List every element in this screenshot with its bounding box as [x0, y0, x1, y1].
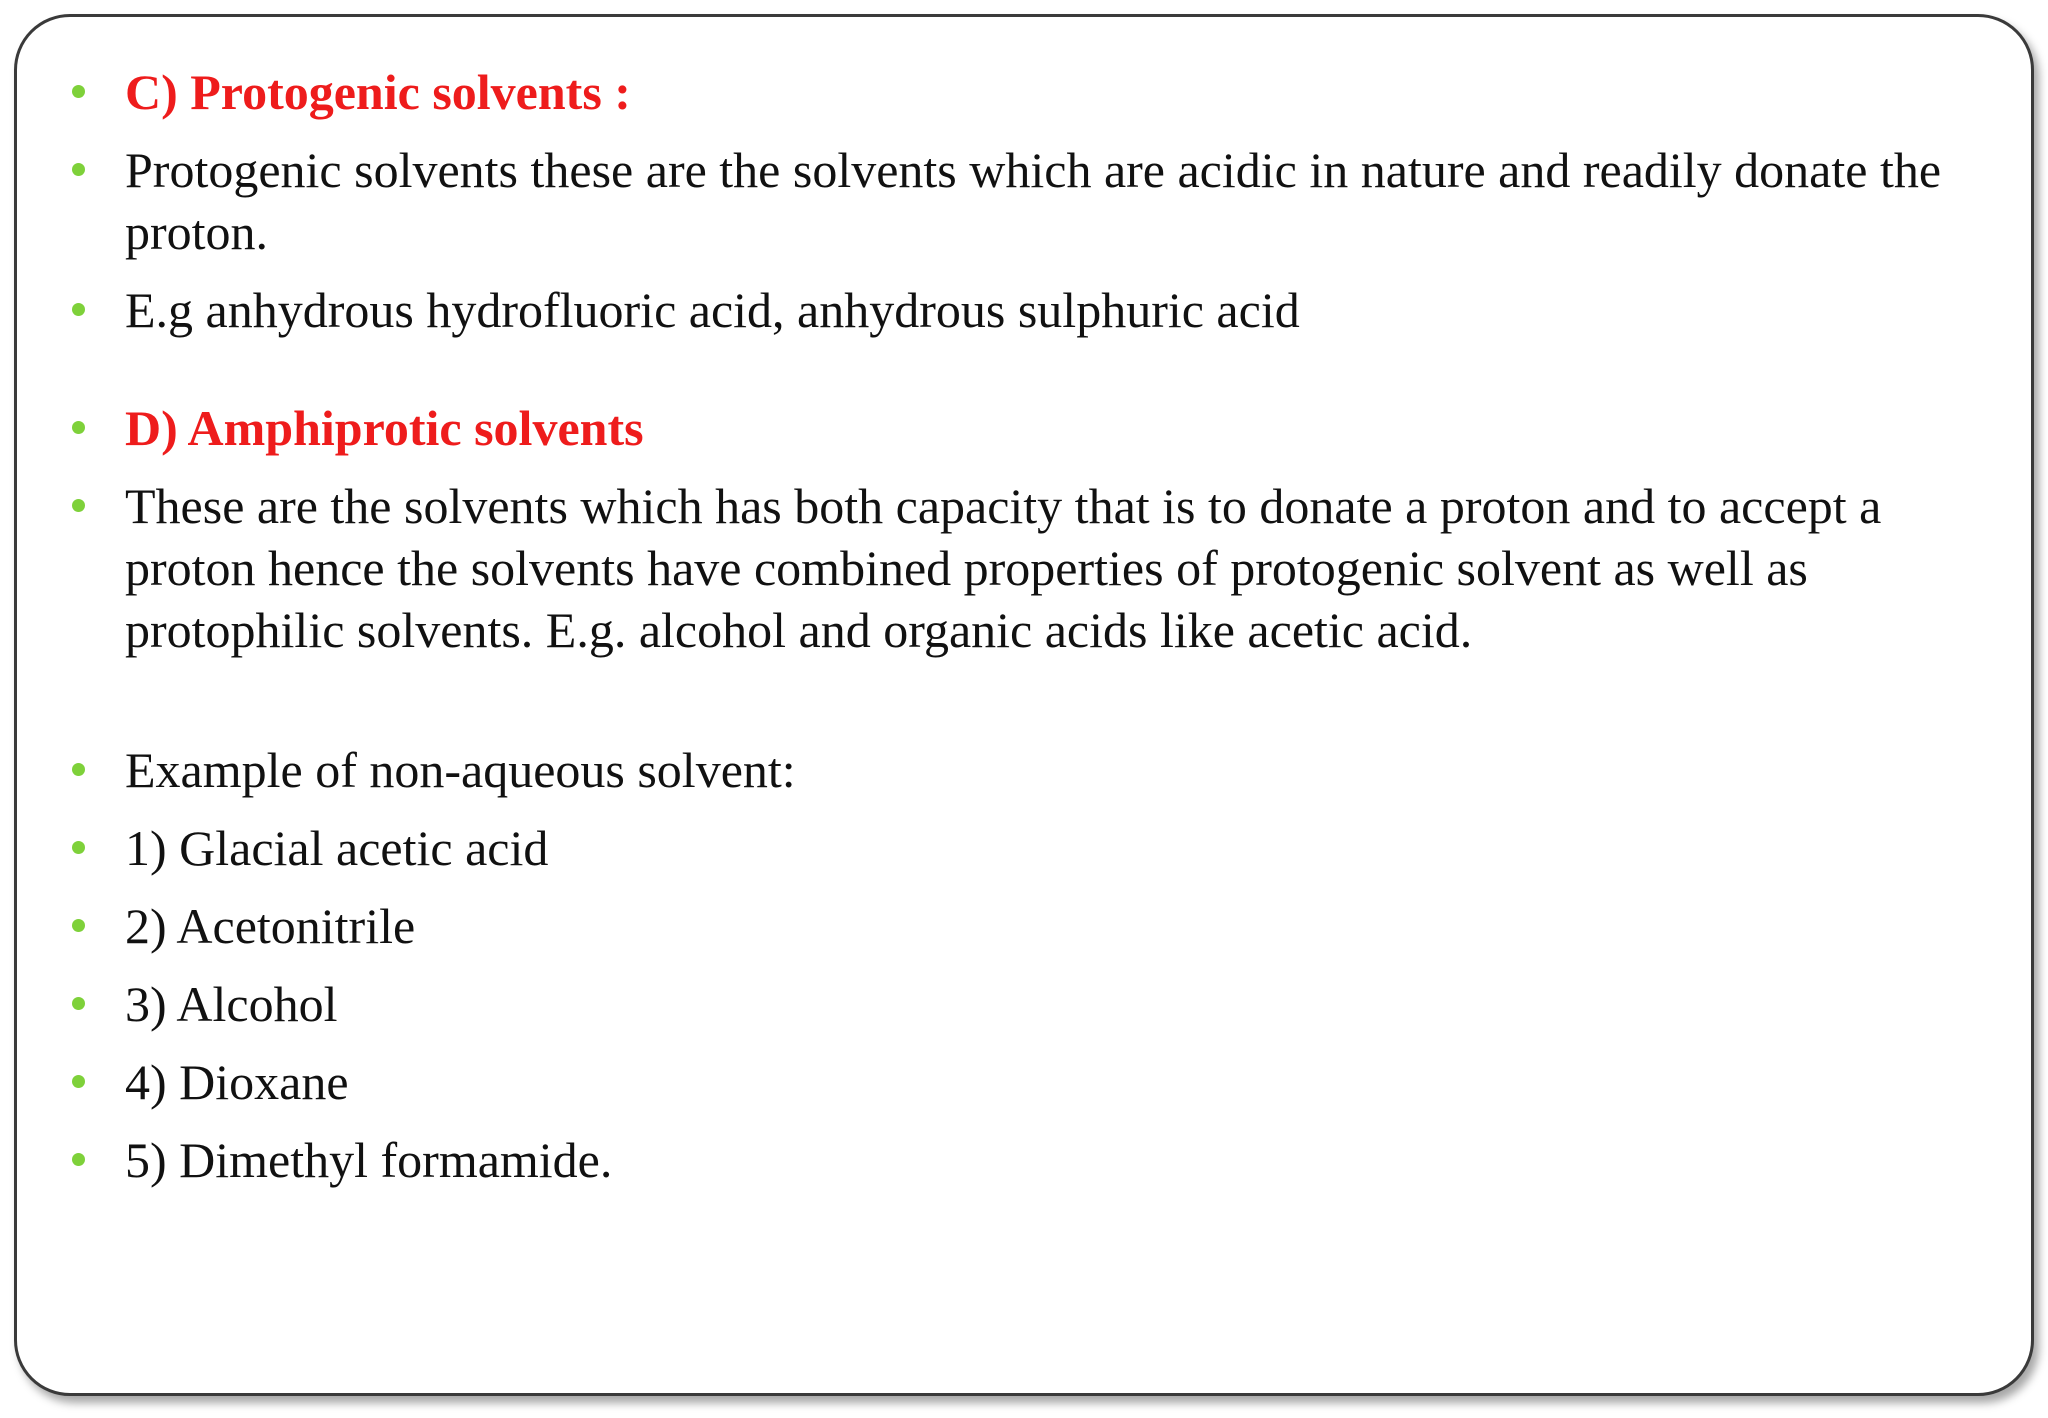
heading-amphiprotic-solvents [69, 397, 1989, 459]
slide-frame [14, 14, 2034, 1396]
bullet-dot-icon [72, 163, 85, 176]
list-item [69, 139, 1989, 263]
bullet-dot-icon [72, 841, 85, 854]
bullet-dot-icon [72, 997, 85, 1010]
bullet-text: Protogenic solvents these are the solvents which are acidic in nature and readily donate the proton. [125, 142, 1942, 260]
list-item [69, 973, 1989, 1035]
bullet-dot-icon [72, 1075, 85, 1088]
bullet-text: 5) Dimethyl formamide. [125, 1132, 613, 1188]
bullet-text: E.g anhydrous hydrofluoric acid, anhydrous sulphuric acid [125, 282, 1300, 338]
bullet-text: 3) Alcohol [125, 976, 338, 1032]
bullet-dot-icon [72, 85, 85, 98]
list-item [69, 1051, 1989, 1113]
bullet-text: C) Protogenic solvents : [125, 64, 631, 120]
list-item [69, 739, 1989, 801]
bullet-text: 4) Dioxane [125, 1054, 349, 1110]
bullet-text: 2) Acetonitrile [125, 898, 416, 954]
list-item [69, 1129, 1989, 1191]
bullet-text: D) Amphiprotic solvents [125, 400, 644, 456]
bullet-text: Example of non-aqueous solvent: [125, 742, 796, 798]
bullet-dot-icon [72, 919, 85, 932]
bullet-dot-icon [72, 763, 85, 776]
bullet-text: These are the solvents which has both capacity that is to donate a proton and to accept a proton hence the solvents have combined properties of protogenic solvent as well as protophilic solvents. E.g. alcohol and organic acids like acetic acid. [125, 478, 1882, 658]
bullet-text: 1) Glacial acetic acid [125, 820, 549, 876]
heading-protogenic-solvents [69, 61, 1989, 123]
list-item [69, 895, 1989, 957]
list-item [69, 279, 1989, 341]
bullet-dot-icon [72, 303, 85, 316]
bullet-dot-icon [72, 421, 85, 434]
list-item [69, 817, 1989, 879]
list-item [69, 475, 1989, 661]
bullet-dot-icon [72, 1153, 85, 1166]
bullet-dot-icon [72, 499, 85, 512]
bullet-list [69, 61, 1989, 1207]
